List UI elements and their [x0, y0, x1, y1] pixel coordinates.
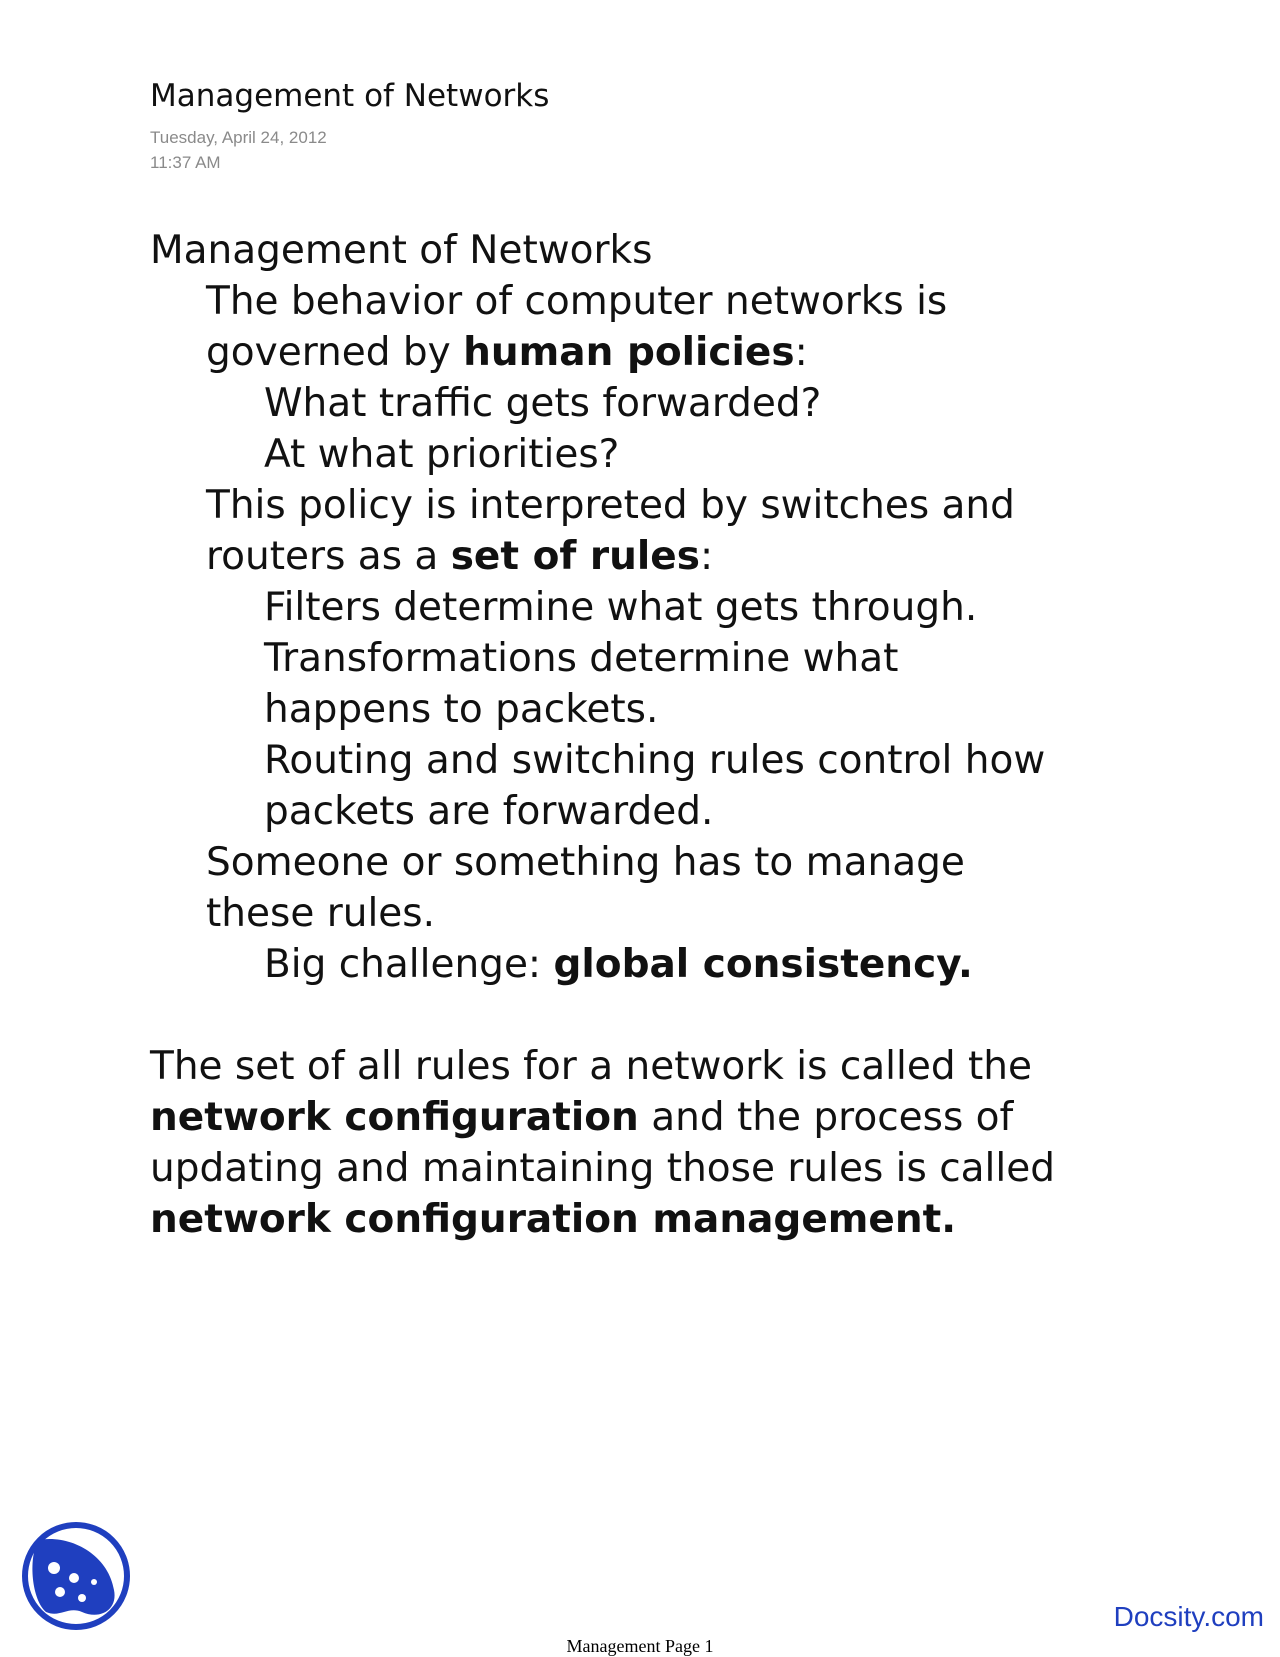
page-footer: Management Page 1 [566, 1636, 714, 1656]
sub-item [150, 939, 1150, 990]
sub-item: packets are forwarded. [264, 789, 714, 834]
text-span: governed by [206, 330, 464, 375]
text-span: : [794, 330, 808, 375]
sub-item: happens to packets. [264, 687, 659, 732]
summary-line: The set of all rules for a network is called the [150, 1044, 1032, 1089]
sub-item: At what priorities? [264, 432, 620, 477]
text-span: : [699, 534, 714, 579]
bold-term-set-of-rules: set of rules [450, 534, 700, 579]
text-span: and the process of [638, 1095, 1014, 1140]
sub-item: Routing and switching rules control how [264, 738, 1046, 783]
paragraph-line [150, 327, 1150, 378]
content-heading: Management of Networks [150, 228, 653, 273]
summary-line: updating and maintaining those rules is called [150, 1146, 1055, 1191]
note-date: Tuesday, April 24, 2012 [150, 128, 327, 147]
sub-item: What traffic gets forwarded? [264, 381, 822, 426]
sub-item: Filters determine what gets through. [264, 585, 978, 630]
bold-term-human-policies: human policies [463, 330, 795, 375]
paragraph-line: This policy is interpreted by switches and [206, 483, 1015, 528]
bold-term-global-consistency: global consistency. [553, 942, 973, 987]
sub-item: Transformations determine what [264, 636, 899, 681]
paragraph-line: The behavior of computer networks is [206, 279, 948, 324]
docsity-brand-text: Docsity.com [1113, 1601, 1264, 1632]
page-title: Management of Networks [150, 78, 550, 114]
summary-line [150, 1092, 1150, 1143]
note-body [150, 225, 1150, 1245]
bold-term-network-configuration-management: network configuration management. [150, 1197, 957, 1242]
paragraph-line: these rules. [206, 891, 436, 936]
paragraph-line [150, 531, 1150, 582]
paragraph-line: Someone or something has to manage [206, 840, 965, 885]
note-time: 11:37 AM [150, 153, 221, 172]
bold-term-network-configuration: network configuration [150, 1095, 639, 1140]
text-span: routers as a [206, 534, 451, 579]
spacer [150, 990, 1150, 1041]
docsity-logo-icon [20, 1520, 132, 1632]
text-span: Big challenge: [264, 942, 554, 987]
